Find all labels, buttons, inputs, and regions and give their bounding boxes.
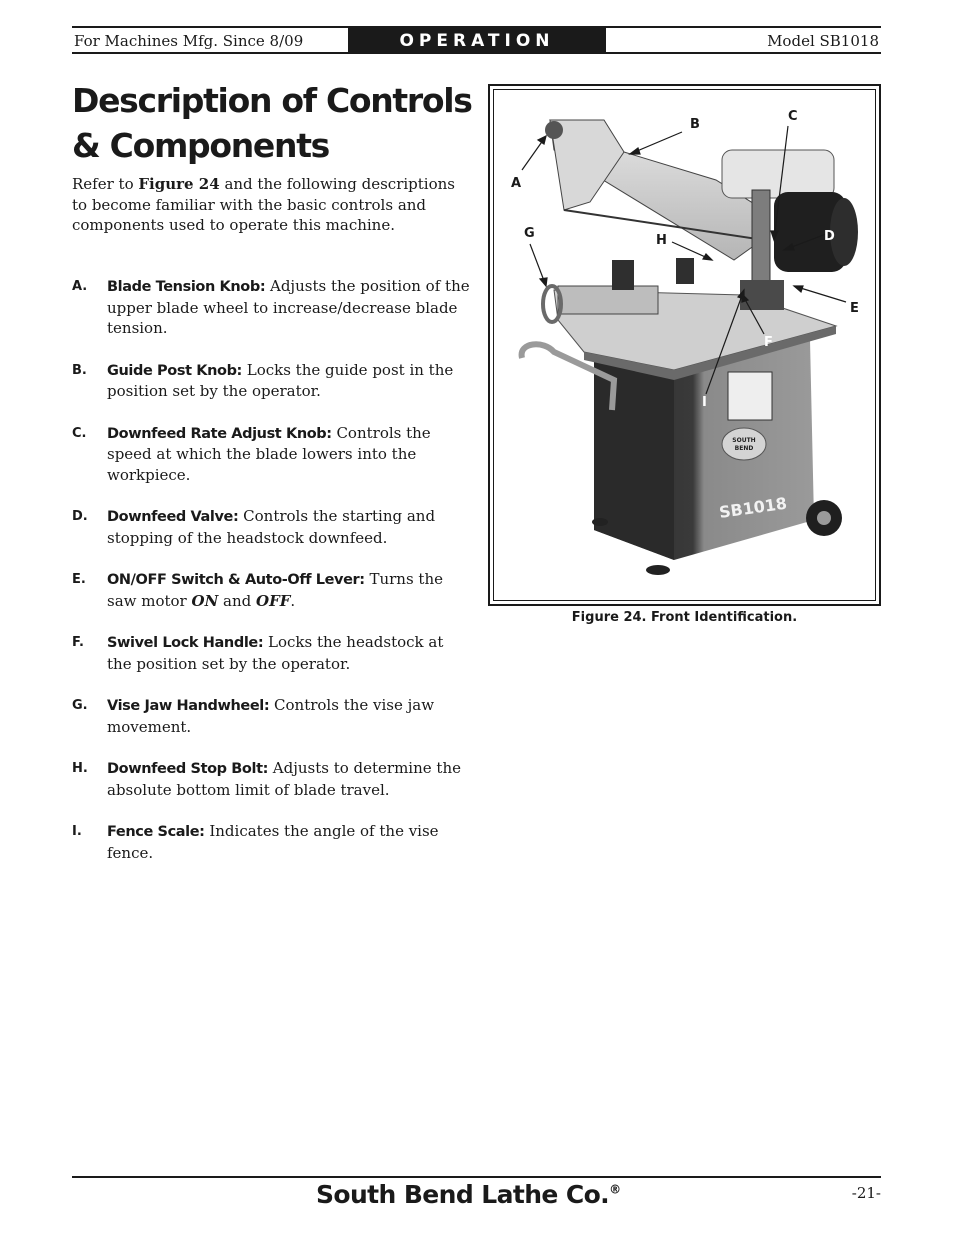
control-item-e bbox=[72, 569, 472, 611]
machine-model-label: SB1018 bbox=[717, 493, 789, 522]
callout-c: C bbox=[788, 109, 798, 124]
intro-text-end: and the following descriptions to become familiar with the basic controls and components used to operate this machine. bbox=[72, 175, 455, 234]
item-description: Adjusts the position of the upper blade wheel to increase/decrease blade tension. bbox=[107, 277, 470, 337]
figure-reference: Figure 24 bbox=[138, 175, 220, 193]
item-title: Downfeed Rate Adjust Knob: bbox=[107, 425, 332, 442]
header-model: Model SB1018 bbox=[767, 32, 879, 50]
item-title: Blade Tension Knob: bbox=[107, 279, 266, 295]
intro-text-start: Refer to bbox=[72, 175, 139, 193]
item-title: Downfeed Stop Bolt: bbox=[107, 761, 268, 777]
header-section-title: OPERATION bbox=[348, 28, 606, 52]
warning-plate bbox=[728, 372, 772, 420]
callout-f: F bbox=[764, 335, 773, 350]
registered-mark-icon: ® bbox=[609, 1182, 621, 1197]
control-item-g bbox=[72, 695, 472, 737]
figure-caption: Figure 24. Front Identification. bbox=[571, 610, 798, 625]
off-state: OFF bbox=[256, 591, 291, 610]
item-letter: G. bbox=[72, 698, 88, 713]
item-letter: A. bbox=[72, 279, 88, 294]
page-title bbox=[72, 78, 482, 168]
figure-24-frame bbox=[488, 84, 881, 606]
callout-e: E bbox=[850, 301, 859, 316]
intro-paragraph bbox=[72, 174, 472, 236]
brand-badge bbox=[722, 428, 766, 460]
control-item-c bbox=[72, 423, 472, 486]
callout-d: D bbox=[824, 229, 835, 244]
item-description: Controls the speed at which the blade lowers into the workpiece. bbox=[107, 423, 431, 484]
gearbox bbox=[722, 150, 834, 198]
item-letter: B. bbox=[72, 362, 87, 378]
item-title: ON/OFF Switch & Auto-Off Lever: bbox=[107, 572, 365, 588]
stand-cabinet-side bbox=[594, 352, 674, 560]
header-machines-note: For Machines Mfg. Since 8/09 bbox=[74, 32, 304, 50]
item-description: Controls the vise jaw movement. bbox=[107, 696, 435, 736]
tension-knob bbox=[545, 121, 563, 139]
item-letter: F. bbox=[72, 635, 84, 650]
page-title-line-2: & Components bbox=[72, 126, 330, 165]
item-letter: E. bbox=[72, 572, 86, 587]
control-item-f bbox=[72, 632, 472, 674]
item-letter: D. bbox=[72, 509, 88, 524]
callout-a: A bbox=[511, 176, 522, 191]
item-title: Vise Jaw Handwheel: bbox=[107, 698, 270, 714]
item-description: Locks the headstock at the position set by the operator. bbox=[107, 633, 444, 673]
item-letter: C. bbox=[72, 425, 87, 441]
control-item-b bbox=[72, 360, 472, 402]
item-title: Swivel Lock Handle: bbox=[107, 635, 264, 651]
bandsaw-illustration bbox=[494, 90, 876, 601]
item-description: Turns the saw motor bbox=[107, 570, 443, 610]
item-description-end: . bbox=[290, 591, 296, 610]
vise-body bbox=[558, 286, 658, 314]
item-title: Downfeed Valve: bbox=[107, 509, 239, 525]
foot-front bbox=[646, 565, 670, 575]
item-description: Controls the starting and stopping of the headstock downfeed. bbox=[107, 507, 436, 547]
badge-text-bend: BEND bbox=[734, 445, 754, 452]
item-title: Fence Scale: bbox=[107, 824, 205, 840]
on-state: ON bbox=[191, 591, 219, 610]
control-item-a bbox=[72, 276, 472, 339]
callout-g: G bbox=[524, 226, 535, 241]
item-description: Adjusts to determine the absolute bottom limit of blade travel. bbox=[107, 759, 461, 799]
footer-brand bbox=[316, 1180, 620, 1209]
control-item-i bbox=[72, 821, 472, 863]
footer-divider bbox=[72, 1176, 881, 1178]
foot-left bbox=[592, 518, 608, 526]
item-letter: H. bbox=[72, 761, 88, 776]
callout-b: B bbox=[690, 117, 700, 132]
callout-i: I bbox=[702, 395, 707, 410]
controls-list bbox=[72, 276, 472, 884]
item-description: Locks the guide post in the position set by the operator. bbox=[107, 360, 454, 400]
page-title-line-1: Description of Controls bbox=[72, 81, 472, 120]
item-description: Indicates the angle of the vise fence. bbox=[107, 822, 439, 862]
page-header bbox=[72, 26, 881, 54]
item-description-join: and bbox=[218, 591, 257, 610]
figure-24-image bbox=[493, 89, 876, 601]
callout-h: H bbox=[656, 233, 667, 248]
footer-brand-text: South Bend Lathe Co. bbox=[316, 1180, 610, 1209]
item-title: Guide Post Knob: bbox=[107, 362, 242, 379]
page-number: -21- bbox=[851, 1184, 881, 1202]
badge-text-south: SOUTH bbox=[732, 437, 756, 444]
item-letter: I. bbox=[72, 824, 82, 839]
control-item-h bbox=[72, 758, 472, 800]
control-item-d bbox=[72, 506, 472, 548]
